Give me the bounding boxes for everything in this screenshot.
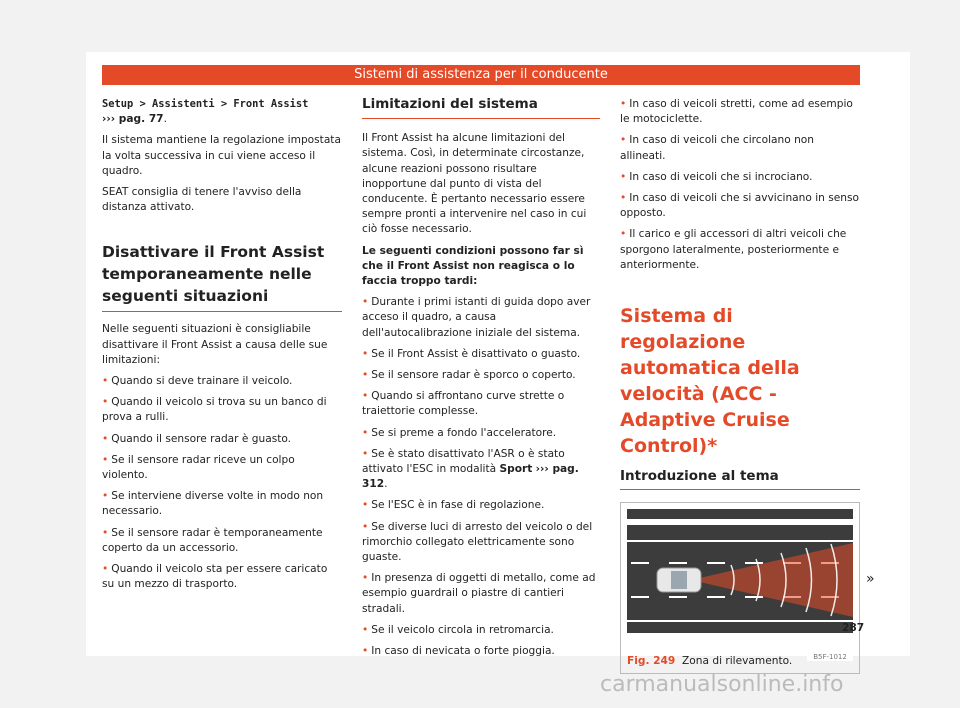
bullet-icon: • xyxy=(362,499,369,512)
list-item: • Quando il sensore radar è guasto. xyxy=(102,432,292,445)
column-2 xyxy=(362,97,600,665)
bullet-icon: • xyxy=(620,228,627,241)
bullet-icon: • xyxy=(362,369,369,382)
bullet-icon: • xyxy=(102,396,109,409)
list-item: • Quando il veicolo sta per essere caricato su un mezzo di trasporto. xyxy=(102,563,328,591)
section-heading: Disattivare il Front Assist temporaneamente nelle seguenti situazioni xyxy=(102,241,342,312)
watermark: carmanualsonline.info xyxy=(600,672,844,697)
list-item: • Quando si affrontano curve strette o traiettorie complesse. xyxy=(362,390,565,418)
bullet-icon: • xyxy=(102,526,109,539)
bullet-icon: • xyxy=(362,447,369,460)
bullet-icon: • xyxy=(102,453,109,466)
list-item: • In caso di veicoli stretti, come ad esempio le motociclette. xyxy=(620,98,853,126)
bullet-icon: • xyxy=(362,296,369,309)
list-item: • Se l'ESC è in fase di regolazione. xyxy=(362,499,545,512)
bullet-icon: • xyxy=(620,98,627,110)
section-heading: Limitazioni del sistema xyxy=(362,97,600,119)
bullet-icon: • xyxy=(362,645,369,658)
bullet-icon: • xyxy=(620,192,627,205)
paragraph: Nelle seguenti situazioni è consigliabile disattivare il Front Assist a causa delle sue limitazioni: xyxy=(102,323,328,366)
bullet-icon: • xyxy=(620,170,627,183)
continue-marker: » xyxy=(866,571,875,587)
bullet-icon: • xyxy=(362,347,369,360)
list-item: • Se il sensore radar riceve un colpo violento. xyxy=(102,453,295,482)
bullet-icon: • xyxy=(362,390,369,403)
figure-caption: Fig. 249 Zona di rilevamento. xyxy=(627,655,793,668)
bullet-icon: • xyxy=(362,623,369,636)
menu-path: Setup > Assistenti > Front Assist xyxy=(102,98,309,110)
subsection-heading: Introduzione al tema xyxy=(620,469,860,490)
page-number: 287 xyxy=(842,622,865,634)
list-item: • Se il sensore radar è sporco o coperto. xyxy=(362,369,576,382)
bullet-icon: • xyxy=(362,426,369,439)
list-item: • Se il veicolo circola in retromarcia. xyxy=(362,623,554,636)
bullet-icon: • xyxy=(102,432,109,445)
bullet-icon: • xyxy=(102,563,109,576)
list-item: • Se si preme a fondo l'acceleratore. xyxy=(362,426,557,439)
column-1: Setup > Assistenti > Front Assist ››› pag. 77. Il sistema mantiene la regolazione impostata la volta successiva in cui viene acceso il quadro. SEAT consiglia di tenere l'avviso della distanza attivato. Disattivare il Front Assist temporaneamente nelle seguenti situazioni Nelle seguenti situazioni è consigliabile disattivare il Front Assist a causa delle sue limitazioni: • Quando si deve trainare il veicolo. • Quando il veicolo si trova su un banco di prova a rulli. • Quando il sensore radar è guasto. • Se il sensore radar riceve un colpo violento. • Se interviene diverse volte in modo non necessario. • Se il sensore radar è temporaneamente coperto da un accessorio. • Quando il veicolo sta per essere caricato su un mezzo di trasporto. xyxy=(102,97,342,598)
page-header: Sistemi di assistenza per il conducente xyxy=(102,65,860,85)
figure-code: B5F-1012 xyxy=(813,653,847,662)
bold-paragraph: Le seguenti condizioni possono far sì che il Front Assist non reagisca o lo faccia troppo tardi: xyxy=(362,244,584,288)
bullet-icon: • xyxy=(620,134,627,147)
figure xyxy=(620,502,860,674)
list-item: • Durante i primi istanti di guida dopo aver acceso il quadro, a causa dell'autocalibrazione iniziale del sistema. xyxy=(362,296,591,339)
bullet-icon: • xyxy=(362,572,369,585)
list-item: • In presenza di oggetti di metallo, come ad esempio guardrail o piastre di cantieri stradali. xyxy=(362,572,596,615)
detection-zone-illustration xyxy=(621,503,859,673)
paragraph: SEAT consiglia di tenere l'avviso della distanza attivato. xyxy=(102,186,302,214)
list-item: • In caso di veicoli che circolano non allineati. xyxy=(620,134,814,162)
paragraph: Il sistema mantiene la regolazione impostata la volta successiva in cui viene acceso il quadro. xyxy=(102,134,341,177)
list-item: • Se è stato disattivato l'ASR o è stato attivato l'ESC in modalità Sport ››› pag. 312. xyxy=(362,447,579,491)
list-item: • In caso di nevicata o forte pioggia. xyxy=(362,645,555,658)
list-item: • Quando il veicolo si trova su un banco di prova a rulli. xyxy=(102,396,327,424)
list-item: • Se diverse luci di arresto del veicolo o del rimorchio collegato elettricamente sono guaste. xyxy=(362,520,593,564)
list-item: • Se il Front Assist è disattivato o guasto. xyxy=(362,347,581,360)
list-item: • Il carico e gli accessori di altri veicoli che sporgono lateralmente, posteriormente e anteriormente. xyxy=(620,228,847,271)
page-reference[interactable]: ››› pag. 77 xyxy=(102,113,164,126)
bullet-icon: • xyxy=(102,490,109,503)
list-item: • In caso di veicoli che si avvicinano in senso opposto. xyxy=(620,192,860,220)
list-item: • Quando si deve trainare il veicolo. xyxy=(102,375,293,388)
chapter-title: Sistema di regolazione automatica della velocità (ACC - Adaptive Cruise Control)* xyxy=(620,305,800,458)
bullet-icon: • xyxy=(102,375,109,388)
list-item: • Se interviene diverse volte in modo non necessario. xyxy=(102,490,324,518)
bullet-icon: • xyxy=(362,520,369,533)
list-item: • In caso di veicoli che si incrociano. xyxy=(620,170,813,183)
column-3 xyxy=(620,97,860,674)
list-item: • Se il sensore radar è temporaneamente coperto da un accessorio. xyxy=(102,526,323,554)
paragraph: Il Front Assist ha alcune limitazioni del sistema. Così, in determinate circostanze, alcune reazioni possono risultare inopportune dal punto di vista del conducente. È pertanto necessario essere sempre pronti a intervenire nel caso in cui ciò fosse necessario. xyxy=(362,132,587,236)
